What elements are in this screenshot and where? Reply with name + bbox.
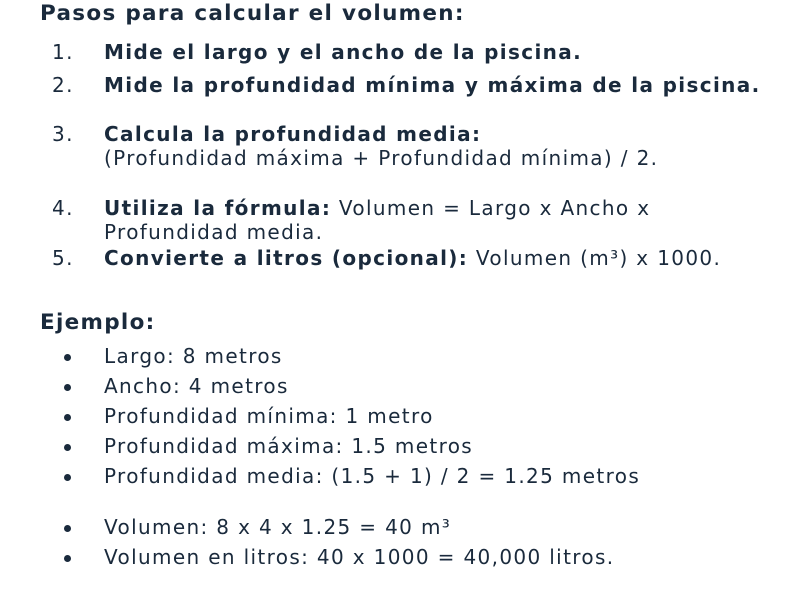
- step-text: [104, 246, 784, 270]
- bullet-icon: [64, 525, 71, 532]
- step-bold-text: Convierte a litros (opcional):: [104, 246, 469, 270]
- bullet-icon: [64, 444, 71, 451]
- step-bold-text: Utiliza la fórmula:: [104, 196, 332, 220]
- bullet-icon: [64, 474, 71, 481]
- step-description: (Profundidad máxima + Profundidad mínima) / 2.: [104, 146, 659, 170]
- list-item-text: Largo: 8 metros: [104, 344, 283, 368]
- step-number: 2.: [52, 73, 74, 97]
- step-number: 5.: [52, 246, 74, 270]
- steps-heading: Pasos para calcular el volumen:: [40, 1, 465, 26]
- bullet-icon: [64, 354, 71, 361]
- step-description: Volumen = Largo x Ancho x Profundidad media.: [104, 196, 651, 244]
- step-number: 4.: [52, 196, 74, 220]
- list-item-text: Profundidad media: (1.5 + 1) / 2 = 1.25 metros: [104, 464, 641, 488]
- step-bold-text: Calcula la profundidad media:: [104, 122, 482, 146]
- list-item-text: Ancho: 4 metros: [104, 374, 289, 398]
- example-heading: Ejemplo:: [40, 310, 156, 335]
- step-description: Volumen (m³) x 1000.: [475, 246, 722, 270]
- step-bold-text: Mide el largo y el ancho de la piscina.: [104, 40, 583, 64]
- list-item-text: Profundidad mínima: 1 metro: [104, 404, 434, 428]
- step-number: 3.: [52, 122, 74, 146]
- step-text: [104, 73, 784, 97]
- step-text: [104, 40, 784, 64]
- bullet-icon: [64, 384, 71, 391]
- bullet-icon: [64, 414, 71, 421]
- list-item-text: Volumen en litros: 40 x 1000 = 40,000 litros.: [104, 545, 615, 569]
- step-bold-text: Mide la profundidad mínima y máxima de la piscina.: [104, 73, 761, 97]
- list-item-text: Volumen: 8 x 4 x 1.25 = 40 m³: [104, 515, 452, 539]
- step-text: [104, 196, 784, 244]
- step-text: [104, 122, 784, 170]
- list-item-text: Profundidad máxima: 1.5 metros: [104, 434, 474, 458]
- step-number: 1.: [52, 40, 74, 64]
- bullet-icon: [64, 555, 71, 562]
